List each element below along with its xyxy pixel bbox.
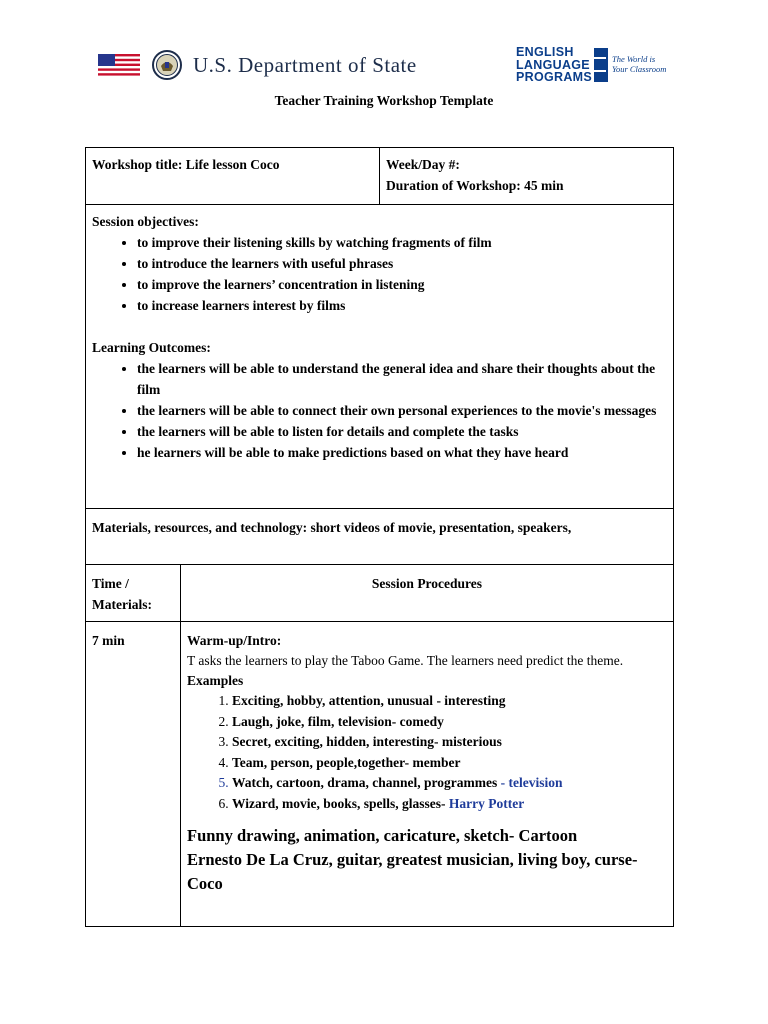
warmup-row xyxy=(86,622,674,927)
big-example-line: Ernesto De La Cruz, guitar, greatest musician, living boy, curse- Coco xyxy=(187,850,638,893)
objectives-cell xyxy=(86,205,674,509)
outcomes-heading: Learning Outcomes: xyxy=(92,340,211,355)
time-header-cell xyxy=(86,565,181,622)
workshop-title: Workshop title: Life lesson Coco xyxy=(92,157,280,172)
us-flag-icon xyxy=(98,54,140,78)
warmup-time-cell xyxy=(86,622,181,927)
procedures-header-row xyxy=(86,565,674,622)
list-item: • the learners will be able to connect their own personal experiences to the movie's messages xyxy=(137,400,657,421)
workshop-info-row xyxy=(86,148,674,205)
logo-text: ENGLISH LANGUAGE PROGRAMS xyxy=(516,45,593,84)
duration: Duration of Workshop: 45 min xyxy=(386,178,564,193)
warmup-heading: Warm-up/Intro: xyxy=(187,633,282,648)
workshop-template-table xyxy=(85,147,674,927)
agency-name: U.S. Department of State xyxy=(193,53,417,77)
list-item: • to improve their listening skills by watching fragments of film xyxy=(137,232,667,253)
list-item: • the learners will be able to understand the general idea and share their thoughts about the film xyxy=(137,358,657,400)
document-title: Teacher Training Workshop Template xyxy=(274,93,494,108)
list-item: • the learners will be able to listen for details and complete the tasks xyxy=(137,421,657,442)
outcomes-list xyxy=(92,358,667,463)
warmup-content-cell xyxy=(181,622,674,927)
materials-cell xyxy=(86,509,674,565)
warmup-time: 7 min xyxy=(92,633,125,648)
examples-list xyxy=(187,691,667,814)
materials-row xyxy=(86,509,674,565)
answer-text: - television xyxy=(500,775,563,790)
english-language-programs-logo xyxy=(516,46,686,86)
workshop-title-cell xyxy=(86,148,380,205)
objectives-row xyxy=(86,205,674,509)
materials-text: Materials, resources, and technology: short videos of movie, presentation, speakers, xyxy=(92,520,572,535)
list-item: 2. Laugh, joke, film, television- comedy xyxy=(232,712,667,733)
big-example-line: Funny drawing, animation, caricature, sketch- Cartoon xyxy=(187,826,578,845)
page-header xyxy=(0,0,768,100)
objectives-list xyxy=(92,232,667,316)
state-department-seal-icon xyxy=(152,50,182,80)
list-item: 5. Watch, cartoon, drama, channel, programmes - television xyxy=(232,773,667,794)
warmup-description: T asks the learners to play the Taboo Game. The learners need predict the theme. xyxy=(187,653,624,668)
answer-text: Harry Potter xyxy=(448,795,525,811)
logo-tagline: The World is Your Classroom xyxy=(612,54,667,74)
list-item: • he learners will be able to make predictions based on what they have heard xyxy=(137,442,657,463)
session-procedures-header: Session Procedures xyxy=(371,576,483,591)
list-item: • to increase learners interest by films xyxy=(137,295,667,316)
procedures-header-cell xyxy=(181,565,674,622)
week-day: Week/Day #: xyxy=(386,157,460,172)
list-item: 3. Secret, exciting, hidden, interesting- misterious xyxy=(232,732,667,753)
list-item: 6. Wizard, movie, books, spells, glasses- Harry Potter xyxy=(232,794,667,815)
list-item: 1. Exciting, hobby, attention, unusual - interesting xyxy=(232,691,667,712)
time-materials-header: Time / Materials: xyxy=(92,576,152,612)
list-item: • to introduce the learners with useful phrases xyxy=(137,253,667,274)
list-item: 4. Team, person, people,together- member xyxy=(232,753,667,774)
workshop-meta-cell xyxy=(380,148,674,205)
examples-label: Examples xyxy=(187,673,244,688)
list-item: • to improve the learners’ concentration in listening xyxy=(137,274,667,295)
logo-bars-icon xyxy=(594,48,608,82)
objectives-heading: Session objectives: xyxy=(92,214,199,229)
